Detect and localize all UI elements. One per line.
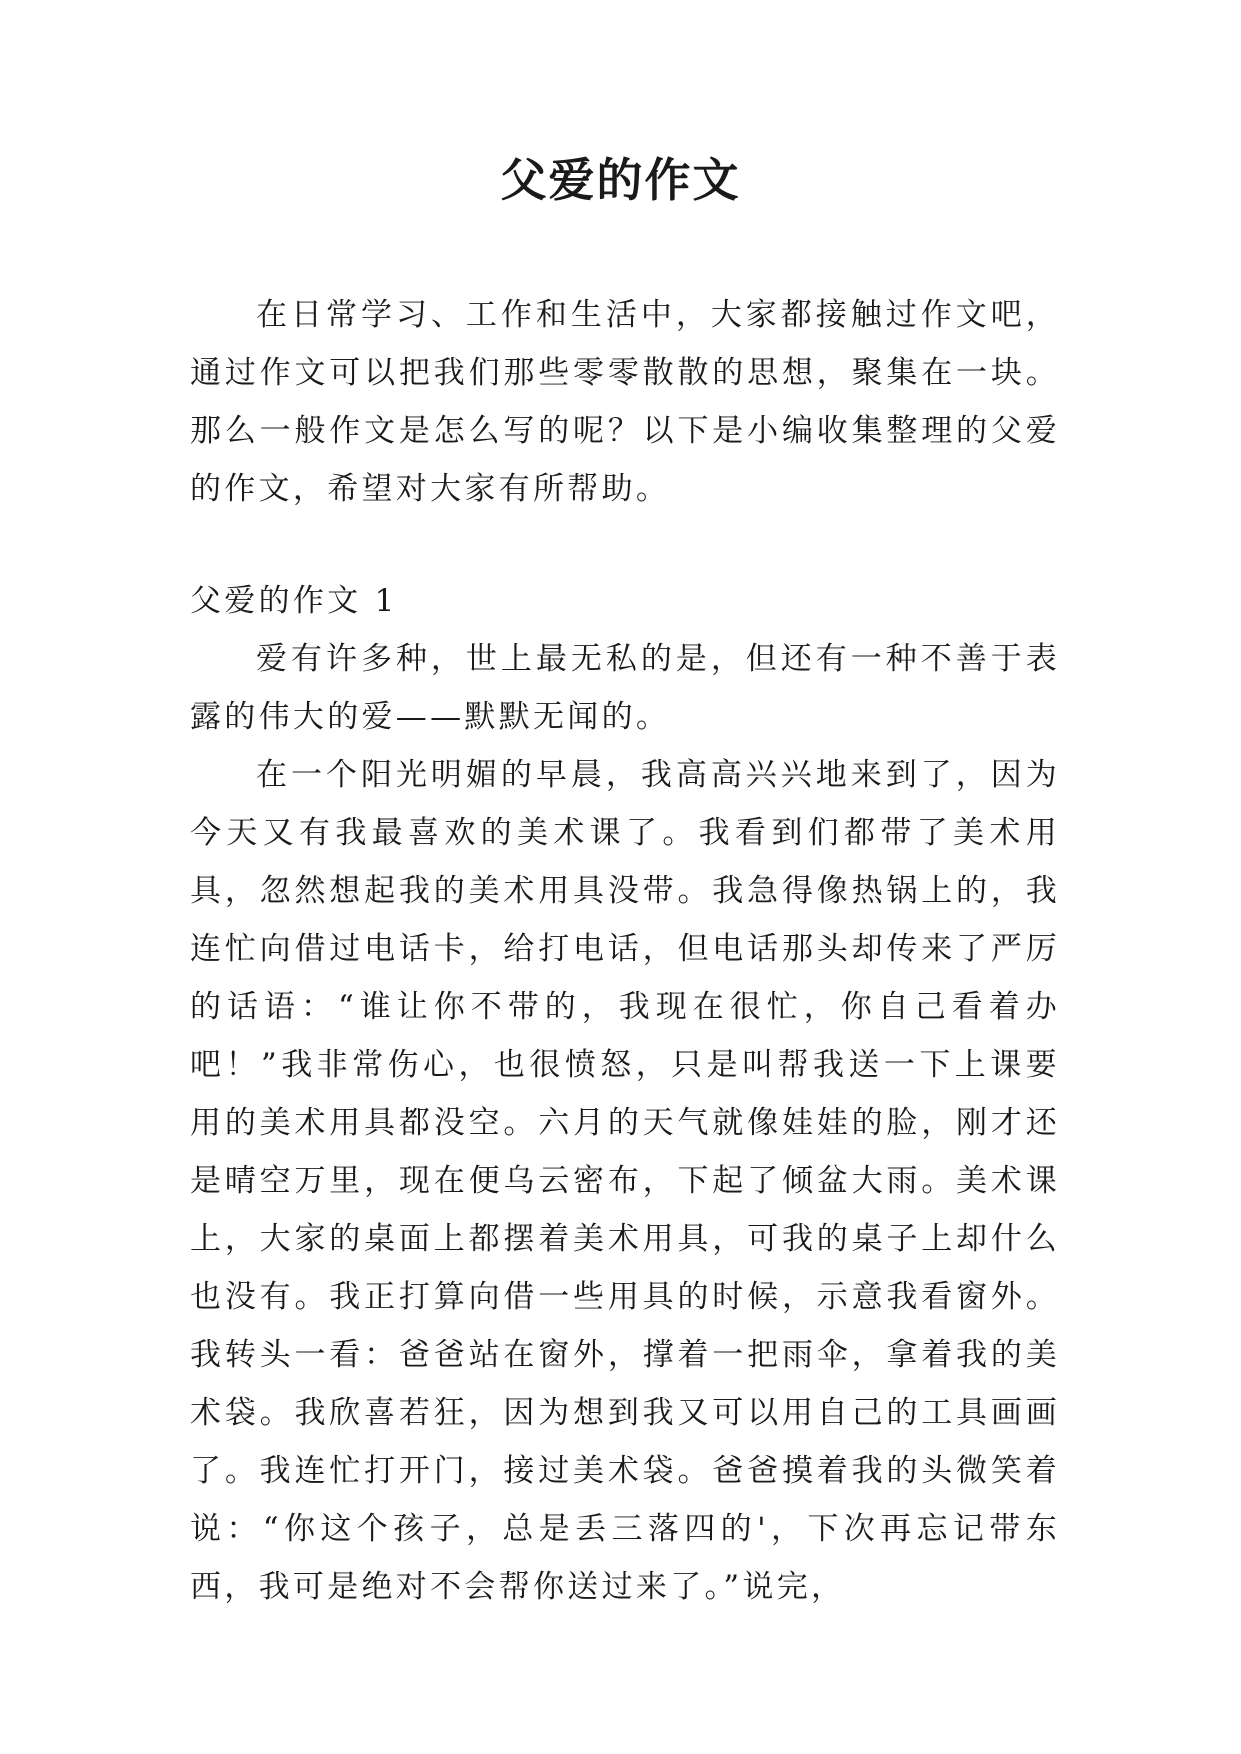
section-heading: 父爱的作文 1 — [190, 583, 398, 619]
body-paragraph-2: 在一个阳光明媚的早晨，我高高兴兴地来到了，因为今天又有我最喜欢的美术课了。我看到们都带了美术用具，忽然想起我的美术用具没带。我急得像热锅上的，我连忙向借过电话卡，给打电话，但电话那头却传来了严厉的话语：“谁让你不带的，我现在很忙，你自己看着办吧！”我非常伤心，也很愤怒，只是叫帮我送一下上课要用的美术用具都没空。六月的天气就像娃娃的脸，刚才还是晴空万里，现在便乌云密布，下起了倾盆大雨。美术课上，大家的桌面上都摆着美术用具，可我的桌子上却什么也没有。我正打算向借一些用具的时候，示意我看窗外。我转头一看：爸爸站在窗外，撑着一把雨伞，拿着我的美术袋。我欣喜若狂，因为想到我又可以用自己的工具画画了。我连忙打开门，接过美术袋。爸爸摸着我的头微笑着说：“你这个孩子，总是丢三落四的'，下次再忘记带东西，我可是绝对不会帮你送过来了。”说完， — [190, 757, 1060, 1605]
body-paragraph-1: 爱有许多种，世上最无私的是，但还有一种不善于表露的伟大的爱——默默无闻的。 — [190, 641, 1060, 735]
intro-paragraph: 在日常学习、工作和生活中，大家都接触过作文吧，通过作文可以把我们那些零零散散的思想，聚集在一块。那么一般作文是怎么写的呢？以下是小编收集整理的父爱的作文，希望对大家有所帮助。 — [190, 297, 1060, 507]
document-title: 父爱的作文 — [500, 153, 741, 207]
document-body — [190, 286, 1060, 1616]
